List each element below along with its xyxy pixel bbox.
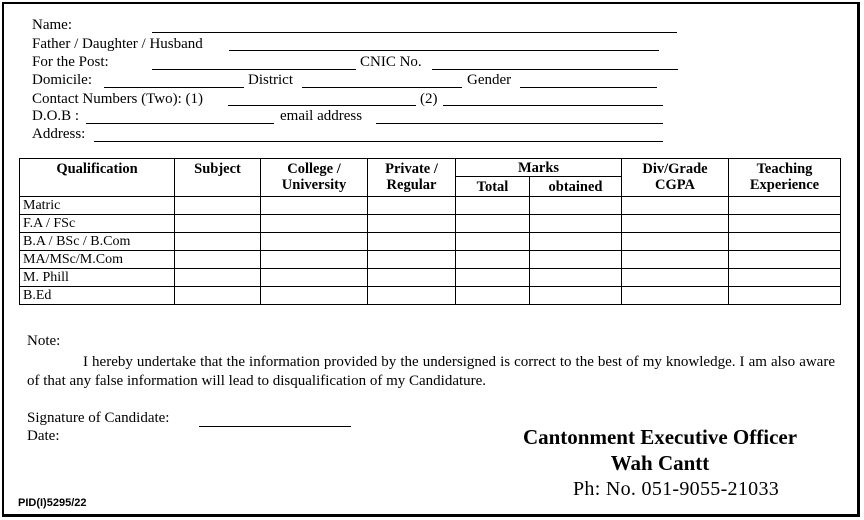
table-row — [20, 215, 841, 233]
header-teaching-line1: Teaching — [756, 161, 813, 177]
table-cell[interactable] — [622, 233, 729, 251]
address-label: Address: — [32, 126, 86, 142]
table-cell[interactable] — [368, 233, 456, 251]
post-label: For the Post: — [32, 54, 109, 70]
header-qualification: Qualification — [20, 159, 175, 197]
table-cell[interactable] — [175, 197, 261, 215]
table-cell[interactable] — [530, 215, 622, 233]
header-teaching — [729, 159, 841, 197]
gender-field[interactable] — [520, 87, 657, 88]
table-cell[interactable] — [261, 215, 368, 233]
contact2-field[interactable] — [443, 105, 663, 106]
table-row — [20, 251, 841, 269]
row-label: MA/MSc/M.Com — [20, 251, 175, 269]
pid-number: PID(I)5295/22 — [18, 497, 87, 509]
table-cell[interactable] — [368, 269, 456, 287]
table-row — [20, 233, 841, 251]
table-cell[interactable] — [530, 269, 622, 287]
address-field[interactable] — [94, 141, 663, 142]
district-label: District — [248, 72, 293, 88]
row-label: B.A / BSc / B.Com — [20, 233, 175, 251]
table-cell[interactable] — [456, 251, 530, 269]
table-cell[interactable] — [175, 215, 261, 233]
domicile-field[interactable] — [104, 87, 244, 88]
table-cell[interactable] — [175, 233, 261, 251]
table-row — [20, 269, 841, 287]
declaration — [27, 353, 835, 391]
email-field[interactable] — [376, 123, 663, 124]
table-cell[interactable] — [261, 269, 368, 287]
table-cell[interactable] — [175, 287, 261, 305]
email-label: email address — [280, 108, 363, 124]
father-field[interactable] — [229, 50, 659, 51]
cnic-label: CNIC No. — [360, 54, 422, 70]
header-private — [368, 159, 456, 197]
table-row — [20, 287, 841, 305]
header-private-line1: Private / — [385, 161, 438, 177]
table-cell[interactable] — [622, 215, 729, 233]
table-row — [20, 197, 841, 215]
header-college — [261, 159, 368, 197]
header-private-line2: Regular — [386, 177, 437, 193]
table-cell[interactable] — [456, 233, 530, 251]
officer-title: Cantonment Executive Officer — [522, 425, 798, 449]
header-marks: Marks — [456, 159, 622, 177]
dob-field[interactable] — [86, 123, 274, 124]
table-cell[interactable] — [456, 287, 530, 305]
district-field[interactable] — [302, 87, 462, 88]
name-label: Name: — [32, 17, 72, 33]
office-phone: Ph: No. 051-9055-21033 — [573, 478, 780, 500]
row-label: F.A / FSc — [20, 215, 175, 233]
table-cell[interactable] — [622, 251, 729, 269]
table-cell[interactable] — [530, 287, 622, 305]
header-subject: Subject — [175, 159, 261, 197]
date-label: Date: — [27, 428, 60, 444]
table-cell[interactable] — [456, 269, 530, 287]
cnic-field[interactable] — [432, 69, 678, 70]
contact-label: Contact Numbers (Two): (1) — [32, 91, 203, 107]
table-cell[interactable] — [368, 197, 456, 215]
table-cell[interactable] — [368, 251, 456, 269]
contact2-label: (2) — [420, 91, 438, 107]
header-college-line2: University — [281, 177, 347, 193]
dob-label: D.O.B : — [32, 108, 80, 124]
table-cell[interactable] — [261, 197, 368, 215]
office-location: Wah Cantt — [610, 451, 710, 475]
gender-label: Gender — [467, 72, 512, 88]
post-field[interactable] — [152, 69, 356, 70]
signature-field[interactable] — [199, 426, 351, 427]
qualification-table — [19, 158, 841, 305]
table-cell[interactable] — [368, 287, 456, 305]
declaration-text: I hereby undertake that the information provided by the undersigned is correct to the best of my knowledge. I am also aware of that any false information will lead to disqualification of my Candidature. — [27, 354, 835, 389]
table-cell[interactable] — [729, 215, 841, 233]
table-cell[interactable] — [261, 287, 368, 305]
header-div-line2: CGPA — [654, 177, 695, 193]
row-label: Matric — [20, 197, 175, 215]
header-div-line1: Div/Grade — [642, 161, 708, 177]
table-cell[interactable] — [530, 197, 622, 215]
row-label: B.Ed — [20, 287, 175, 305]
table-cell[interactable] — [622, 269, 729, 287]
name-field[interactable] — [152, 32, 677, 33]
header-div — [622, 159, 729, 197]
table-cell[interactable] — [622, 197, 729, 215]
header-total: Total — [456, 177, 530, 197]
note-label: Note: — [27, 333, 61, 349]
contact1-field[interactable] — [228, 105, 416, 106]
domicile-label: Domicile: — [32, 72, 92, 88]
table-cell[interactable] — [368, 215, 456, 233]
row-label: M. Phill — [20, 269, 175, 287]
header-teaching-line2: Experience — [749, 177, 820, 193]
signature-label: Signature of Candidate: — [27, 410, 170, 426]
header-college-line1: College / — [287, 161, 341, 177]
table-cell[interactable] — [456, 197, 530, 215]
table-cell[interactable] — [729, 269, 841, 287]
table-cell[interactable] — [729, 287, 841, 305]
table-cell[interactable] — [261, 233, 368, 251]
table-cell[interactable] — [729, 197, 841, 215]
header-obtained: obtained — [530, 177, 622, 197]
table-cell[interactable] — [622, 287, 729, 305]
table-cell[interactable] — [175, 251, 261, 269]
table-cell[interactable] — [456, 215, 530, 233]
table-cell[interactable] — [729, 251, 841, 269]
table-cell[interactable] — [530, 233, 622, 251]
table-cell[interactable] — [729, 233, 841, 251]
table-cell[interactable] — [175, 269, 261, 287]
table-cell[interactable] — [530, 251, 622, 269]
table-cell[interactable] — [261, 251, 368, 269]
father-label: Father / Daughter / Husband — [32, 36, 203, 52]
